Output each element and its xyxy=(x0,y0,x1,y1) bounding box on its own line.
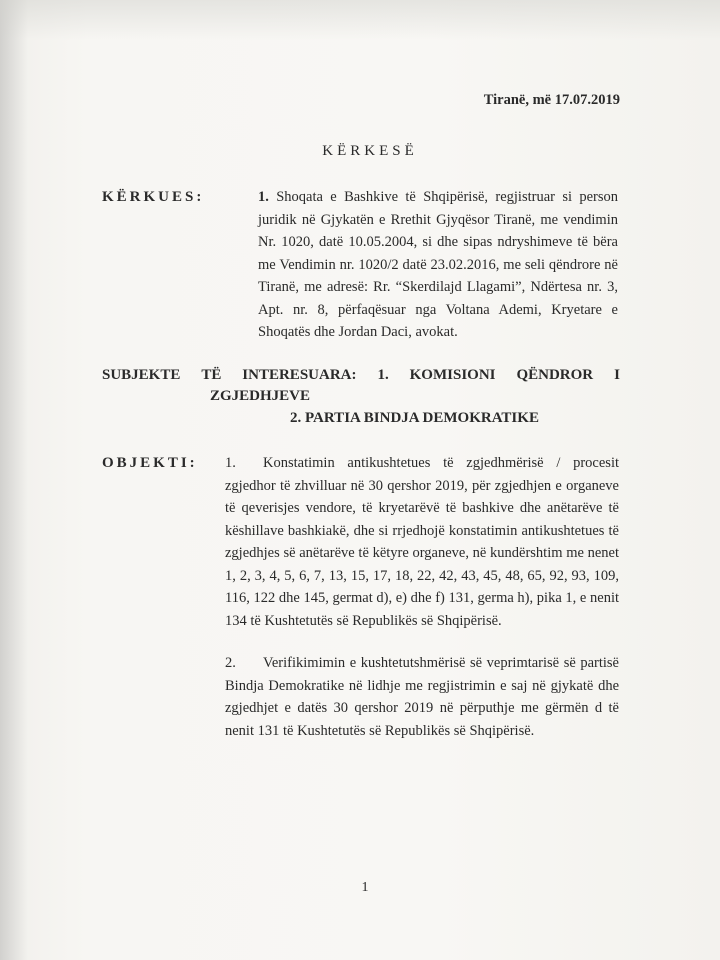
subjekte-item1-word2: QËNDROR xyxy=(516,367,594,383)
document-date: Tiranë, më 17.07.2019 xyxy=(483,92,620,108)
subjekte-label-part3: INTERESUARA: xyxy=(242,367,357,383)
kerkues-text: Shoqata e Bashkive të Shqipërisë, regjistruar si person juridik në Gjykatën e Rrethit Gjyqësor Tiranë, me vendimin Nr. 1020, datë 10.05.2004, si dhe sipas ndryshimeve të bëra me Vendimin nr. 1020/2 datë 23.02.2016, me seli qëndrore në Tiranë, me adresë: Rr. “Skerdilajd Llagami”, Ndërtesa nr. 3, Apt. nr. 8, përfaqësuar nga Voltana Ademi, Kryetare e Shoqatës dhe Jordan Daci, avokat. xyxy=(258,189,619,340)
objekti-item2-number: 2. xyxy=(225,655,236,671)
subjekte-item1-word3: I xyxy=(614,367,620,383)
page-top-shade xyxy=(0,0,720,40)
subjekte-item2: 2. PARTIA BINDJA DEMOKRATIKE xyxy=(290,410,539,426)
subjekte-label-part1: SUBJEKTE xyxy=(102,367,181,383)
subjekte-item1-continuation: ZGJEDHJEVE xyxy=(210,388,311,404)
subjekte-item1-number: 1. xyxy=(377,367,389,383)
kerkues-label: KËRKUES: xyxy=(102,189,205,205)
objekti-label: OBJEKTI: xyxy=(102,455,198,471)
kerkues-number: 1. xyxy=(258,189,269,205)
subjekte-section xyxy=(102,365,620,429)
page-number: 1 xyxy=(361,880,369,895)
objekti-item-2 xyxy=(225,652,619,742)
objekti-item1-text: Konstatimin antikushtetues të zgjedhmërisë / procesit zgjedhor të zhvilluar në 30 qershor 2019, për zgjedhjen e organeve të qeverisjes vendore, të kryetarëvë të bashkive dhe anëtarëve të këshillave bashkiakë, dhe si rrjedhojë konstatimin antikushtetues të zgjedhjes së anëtarëve të këtyre organeve, në kundërshtim me nenet 1, 2, 3, 4, 5, 6, 7, 13, 15, 17, 18, 22, 42, 43, 45, 48, 65, 92, 93, 109, 116, 122 dhe 145, germat d), e) dhe f) 131, germa h), pika 1, e nenit 134 të Kushtetutës së Republikës së Shqipërisë. xyxy=(225,455,619,629)
subjekte-label-part2: TË xyxy=(201,367,222,383)
subjekte-row-1 xyxy=(102,365,620,386)
kerkues-paragraph xyxy=(258,186,618,344)
document-title: KËRKESË xyxy=(322,143,418,159)
objekti-item-1 xyxy=(225,452,619,632)
subjekte-item1-word1: KOMISIONI xyxy=(409,367,496,383)
objekti-item2-text: Verifikimimin e kushtetutshmërisë së veprimtarisë së partisë Bindja Demokratike në lidhje me regjistrimin e saj në gjykatë dhe zgjedhjet e datës 30 qershor 2019 në përputhje me gërmën d të nenit 131 të Kushtetutës së Republikës së Shqipërisë. xyxy=(225,655,619,739)
objekti-item1-number: 1. xyxy=(225,455,236,471)
